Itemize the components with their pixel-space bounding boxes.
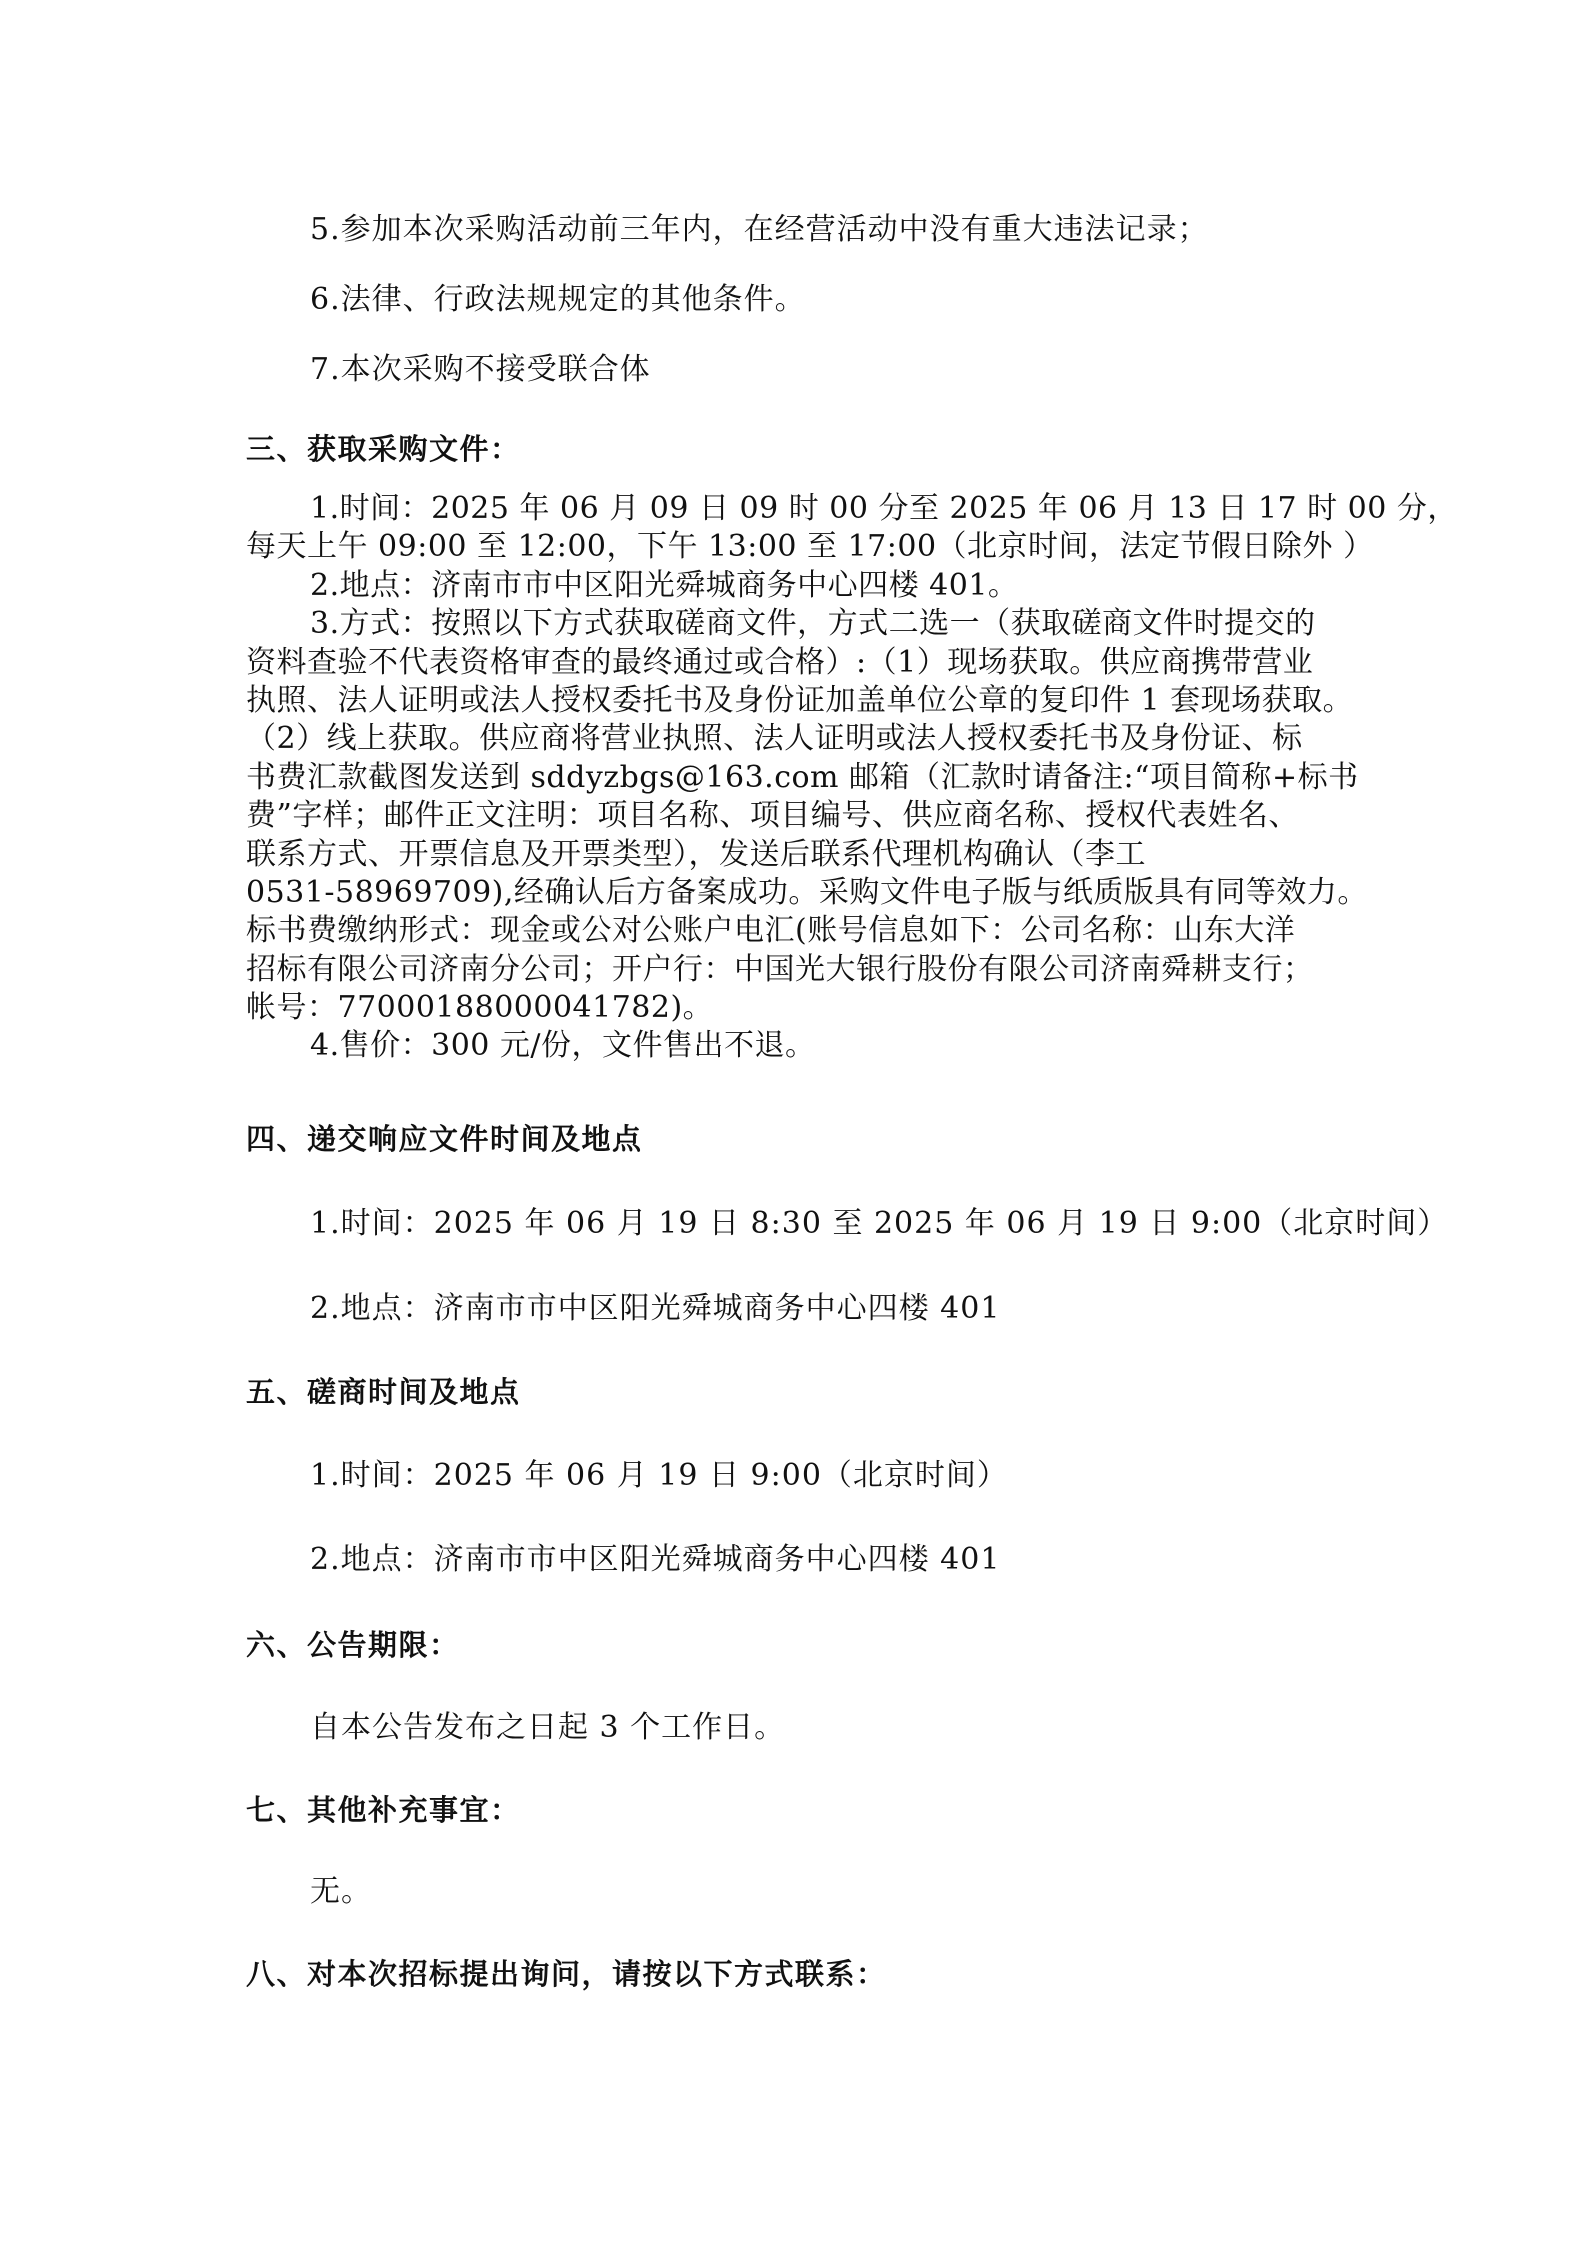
sec3-line-3: 2.地点：济南市市中区阳光舜城商务中心四楼 401。 bbox=[310, 567, 1019, 603]
sec3-line-10: 联系方式、开票信息及开票类型），发送后联系代理机构确认（李工 bbox=[246, 836, 1146, 872]
sec3-line-7: （2）线上获取。供应商将营业执照、法人证明或法人授权委托书及身份证、标 bbox=[246, 721, 1303, 757]
section-6-title: 六、公告期限： bbox=[246, 1628, 460, 1662]
item-6: 6.法律、行政法规规定的其他条件。 bbox=[310, 282, 806, 317]
sec6-body: 自本公告发布之日起 3 个工作日。 bbox=[310, 1710, 786, 1745]
sec3-line-14: 帐号：77000188000041782)。 bbox=[246, 990, 714, 1026]
sec3-line-15: 4.售价：300 元/份，文件售出不退。 bbox=[310, 1028, 816, 1064]
sec3-line-2: 每天上午 09:00 至 12:00，下午 13:00 至 17:00（北京时间，法定节假日除外 ） bbox=[246, 529, 1374, 565]
sec5-place: 2.地点：济南市市中区阳光舜城商务中心四楼 401 bbox=[310, 1542, 1001, 1577]
sec3-line-5: 资料查验不代表资格审查的最终通过或合格）:（1）现场获取。供应商携带营业 bbox=[246, 644, 1314, 680]
section-3-title: 三、获取采购文件： bbox=[246, 432, 521, 466]
sec4-time: 1.时间：2025 年 06 月 19 日 8:30 至 2025 年 06 月 19 日 9:00（北京时间） bbox=[310, 1206, 1449, 1241]
section-8-title: 八、对本次招标提出询问，请按以下方式联系： bbox=[246, 1957, 887, 1991]
section-3-body bbox=[246, 490, 1458, 1066]
sec5-time: 1.时间：2025 年 06 月 19 日 9:00（北京时间） bbox=[310, 1458, 1008, 1493]
item-5: 5.参加本次采购活动前三年内，在经营活动中没有重大违法记录； bbox=[310, 212, 1209, 247]
sec3-line-9: 费”字样；邮件正文注明：项目名称、项目编号、供应商名称、授权代表姓名、 bbox=[246, 798, 1299, 834]
section-7-title: 七、其他补充事宜： bbox=[246, 1793, 521, 1827]
item-7: 7.本次采购不接受联合体 bbox=[310, 352, 651, 387]
sec3-line-13: 招标有限公司济南分公司；开户行：中国光大银行股份有限公司济南舜耕支行； bbox=[246, 951, 1314, 987]
sec3-line-11: 0531-58969709),经确认后方备案成功。采购文件电子版与纸质版具有同等效力。 bbox=[246, 874, 1368, 910]
sec3-line-6: 执照、法人证明或法人授权委托书及身份证加盖单位公章的复印件 1 套现场获取。 bbox=[246, 682, 1354, 718]
sec3-line-8: 书费汇款截图发送到 sddyzbgs@163.com 邮箱（汇款时请备注:“项目简称+标书 bbox=[246, 759, 1359, 795]
sec4-place: 2.地点：济南市市中区阳光舜城商务中心四楼 401 bbox=[310, 1291, 1001, 1326]
sec3-line-4: 3.方式：按照以下方式获取磋商文件，方式二选一（获取磋商文件时提交的 bbox=[310, 606, 1316, 642]
section-4-title: 四、递交响应文件时间及地点 bbox=[246, 1122, 643, 1156]
section-5-title: 五、磋商时间及地点 bbox=[246, 1375, 521, 1409]
sec3-line-12: 标书费缴纳形式：现金或公对公账户电汇(账号信息如下：公司名称：山东大洋 bbox=[246, 913, 1296, 949]
sec7-body: 无。 bbox=[310, 1874, 372, 1909]
sec3-line-1: 1.时间：2025 年 06 月 09 日 09 时 00 分至 2025 年 06 月 13 日 17 时 00 分， bbox=[310, 491, 1458, 526]
